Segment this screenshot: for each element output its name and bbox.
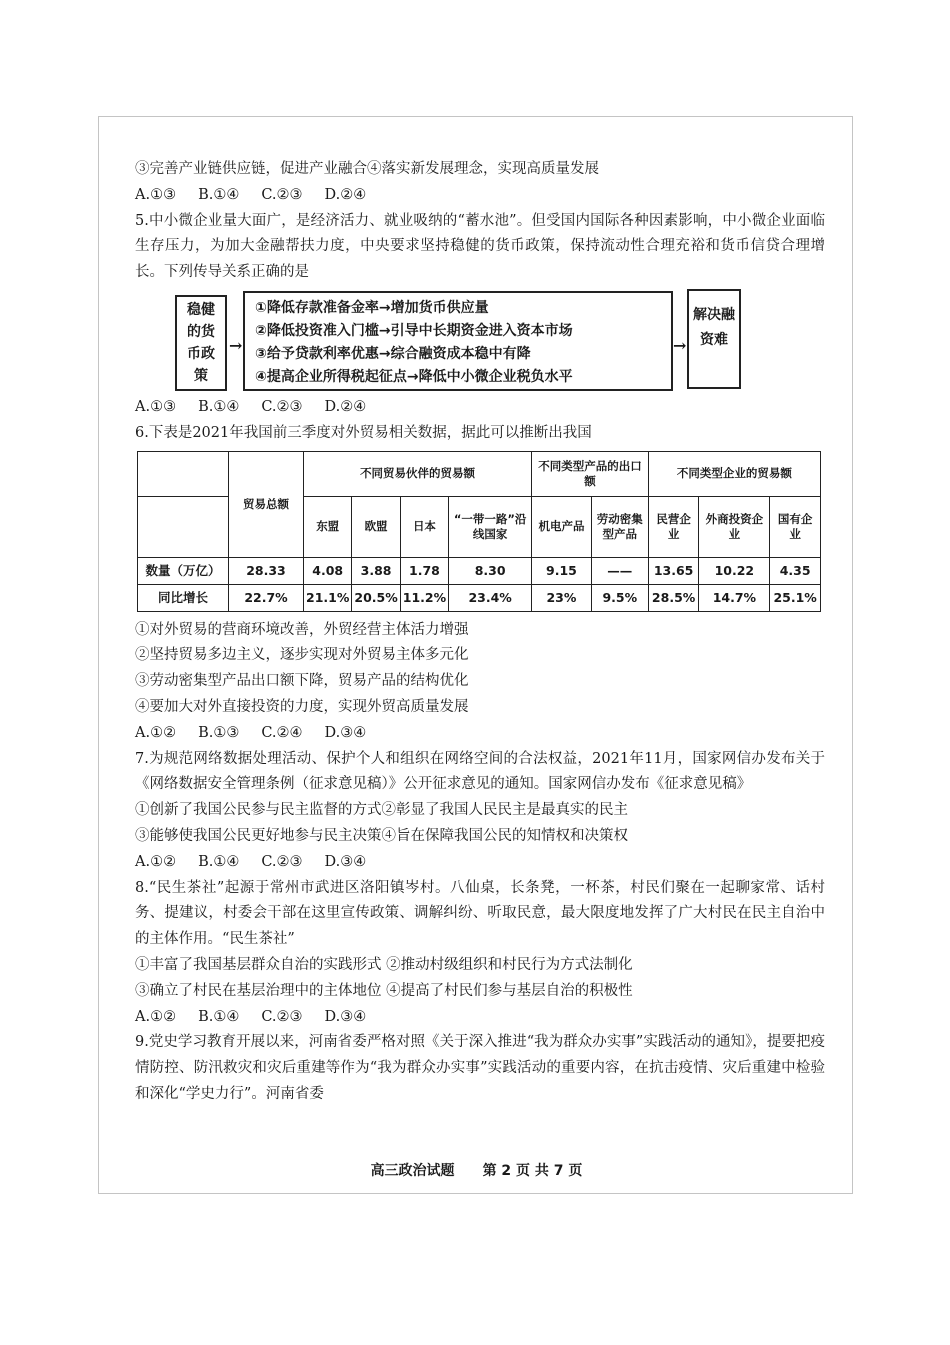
option-a: A.①②: [135, 853, 177, 870]
cell: 4.08: [304, 557, 352, 584]
cell: 4.35: [770, 557, 821, 584]
q4-statement-line: ③完善产业链供应链，促进产业融合④落实新发展理念，实现高质量发展: [135, 161, 599, 177]
subheader-private: 民营企业: [648, 496, 699, 557]
option-d: D.②④: [324, 186, 367, 203]
option-a: A.①②: [135, 724, 177, 741]
q6-statement-1: ①对外贸易的营商环境改善，外贸经营主体活力增强: [135, 621, 469, 638]
q7-stem: 7.为规范网络数据处理活动、保护个人和组织在网络空间的合法权益，2021年11月，国家网信办发布关于《网络数据安全管理条例（征求意见稿）》公开征求意见的通知。国家网信办发布《征求意见稿》: [135, 750, 825, 793]
row-label: 数量（万亿）: [138, 557, 229, 584]
option-a: A.①③: [135, 398, 177, 415]
cell: ——: [591, 557, 648, 584]
subheader-electromechanical: 机电产品: [532, 496, 592, 557]
cell: 8.30: [449, 557, 532, 584]
option-c: C.②③: [261, 186, 303, 203]
option-c: C.②③: [261, 1008, 303, 1025]
option-b: B.①④: [198, 1008, 240, 1025]
cell: 28.5%: [648, 584, 699, 611]
table-corner-lower: [138, 496, 229, 557]
q6-stem: 6.下表是2021年我国前三季度对外贸易相关数据，据此可以推断出我国: [135, 424, 592, 441]
cell: 9.15: [532, 557, 592, 584]
header-enterprises: 不同类型企业的贸易额: [648, 451, 820, 496]
cell: 13.65: [648, 557, 699, 584]
subheader-asean: 东盟: [304, 496, 352, 557]
q7-statement-1: ①创新了我国公民参与民主监督的方式②彰显了我国人民民主是最真实的民主: [135, 802, 628, 819]
q8-statement-2: ③确立了村民在基层治理中的主体地位 ④提高了村民们参与基层自治的积极性: [135, 982, 633, 999]
row-label: 同比增长: [138, 584, 229, 611]
option-a: A.①②: [135, 1008, 177, 1025]
diagram-item-1: ①降低存款准备金率→增加货币供应量: [255, 299, 489, 316]
q7-statement-2: ③能够使我国公民更好地参与民主决策④旨在保障我国公民的知情权和决策权: [135, 827, 628, 844]
diagram-item-2: ②降低投资准入门槛→引导中长期资金进入资本市场: [255, 322, 573, 339]
diagram-middle-box: [243, 291, 673, 391]
diagram-left-box: 稳健的货币政策: [175, 295, 227, 391]
option-d: D.③④: [324, 853, 367, 870]
q9-stem: 9.党史学习教育开展以来，河南省委严格对照《关于深入推进“我为群众办实事”实践活动的通知》，提要把疫情防控、防汛救灾和灾后重建等作为“我为群众办实事”实践活动的重要内容，在抗击疫情、灾后重建中检验和深化“学史力行”。河南省委: [135, 1034, 825, 1102]
q6-statement-3: ③劳动密集型产品出口额下降，贸易产品的结构优化: [135, 673, 469, 690]
option-d: D.③④: [324, 724, 367, 741]
header-total: 贸易总额: [229, 451, 304, 557]
q8-statement-1: ①丰富了我国基层群众自治的实践形式 ②推动村级组织和村民行为方式法制化: [135, 956, 633, 973]
option-d: D.②④: [324, 398, 367, 415]
q8-stem: 8.“民生茶社”起源于常州市武进区洛阳镇岑村。八仙桌，长条凳，一杯茶，村民们聚在一起聊家常、话村务、提建议，村委会干部在这里宣传政策、调解纠纷、听取民意，最大限度地发挥了广大村民在民主自治中的主体作用。“民生茶社”: [135, 879, 825, 948]
diagram-right-box: 解决融资难: [687, 289, 741, 389]
exam-page: [98, 116, 853, 1194]
q4-options: [135, 183, 825, 209]
header-partners: 不同贸易伙伴的贸易额: [304, 451, 532, 496]
footer-subject: 高三政治试题: [370, 1163, 455, 1179]
option-a: A.①③: [135, 186, 177, 203]
page-content: [135, 157, 825, 1108]
cell: 28.33: [229, 557, 304, 584]
subheader-foreign: 外商投资企业: [699, 496, 770, 557]
diagram-item-4: ④提高企业所得税起征点→降低中小微企业税负水平: [255, 368, 573, 385]
subheader-labor-intensive: 劳动密集型产品: [591, 496, 648, 557]
page-footer: [99, 1160, 854, 1180]
cell: 11.2%: [400, 584, 448, 611]
option-b: B.①④: [198, 398, 240, 415]
cell: 23%: [532, 584, 592, 611]
arrow-icon: →: [673, 335, 687, 355]
option-b: B.①③: [198, 724, 240, 741]
q5-options: [135, 395, 825, 421]
q6-statement-2: ②坚持贸易多边主义，逐步实现对外贸易主体多元化: [135, 647, 469, 664]
cell: 3.88: [352, 557, 400, 584]
q8-options: [135, 1005, 825, 1031]
q6-options: [135, 721, 825, 747]
table-corner: [138, 451, 229, 496]
cell: 23.4%: [449, 584, 532, 611]
header-products: 不同类型产品的出口额: [532, 451, 649, 496]
diagram-item-3: ③给予贷款利率优惠→综合融资成本稳中有降: [255, 345, 531, 362]
option-b: B.①④: [198, 853, 240, 870]
option-c: C.②③: [261, 853, 303, 870]
cell: 9.5%: [591, 584, 648, 611]
footer-page-number: 第 2 页 共 7 页: [482, 1163, 583, 1179]
q5-diagram: [135, 289, 825, 391]
option-c: C.②④: [261, 724, 303, 741]
option-c: C.②③: [261, 398, 303, 415]
arrow-icon: →: [229, 335, 243, 355]
trade-table: [137, 451, 821, 612]
option-b: B.①④: [198, 186, 240, 203]
cell: 14.7%: [699, 584, 770, 611]
q6-statement-4: ④要加大对外直接投资的力度，实现外贸高质量发展: [135, 698, 469, 715]
q7-options: [135, 850, 825, 876]
cell: 21.1%: [304, 584, 352, 611]
subheader-belt-road: “一带一路”沿线国家: [449, 496, 532, 557]
q5-stem: 5.中小微企业量大面广，是经济活力、就业吸纳的“蓄水池”。但受国内国际各种因素影响，中小微企业面临生存压力，为加大金融帮扶力度，中央要求坚持稳健的货币政策，保持流动性合理充裕和货币信贷合理增长。下列传导关系正确的是: [135, 212, 825, 281]
table-row: [138, 557, 821, 584]
cell: 10.22: [699, 557, 770, 584]
subheader-japan: 日本: [400, 496, 448, 557]
cell: 20.5%: [352, 584, 400, 611]
option-d: D.③④: [324, 1008, 367, 1025]
cell: 1.78: [400, 557, 448, 584]
subheader-eu: 欧盟: [352, 496, 400, 557]
cell: 22.7%: [229, 584, 304, 611]
subheader-state: 国有企业: [770, 496, 821, 557]
table-row: [138, 584, 821, 611]
cell: 25.1%: [770, 584, 821, 611]
